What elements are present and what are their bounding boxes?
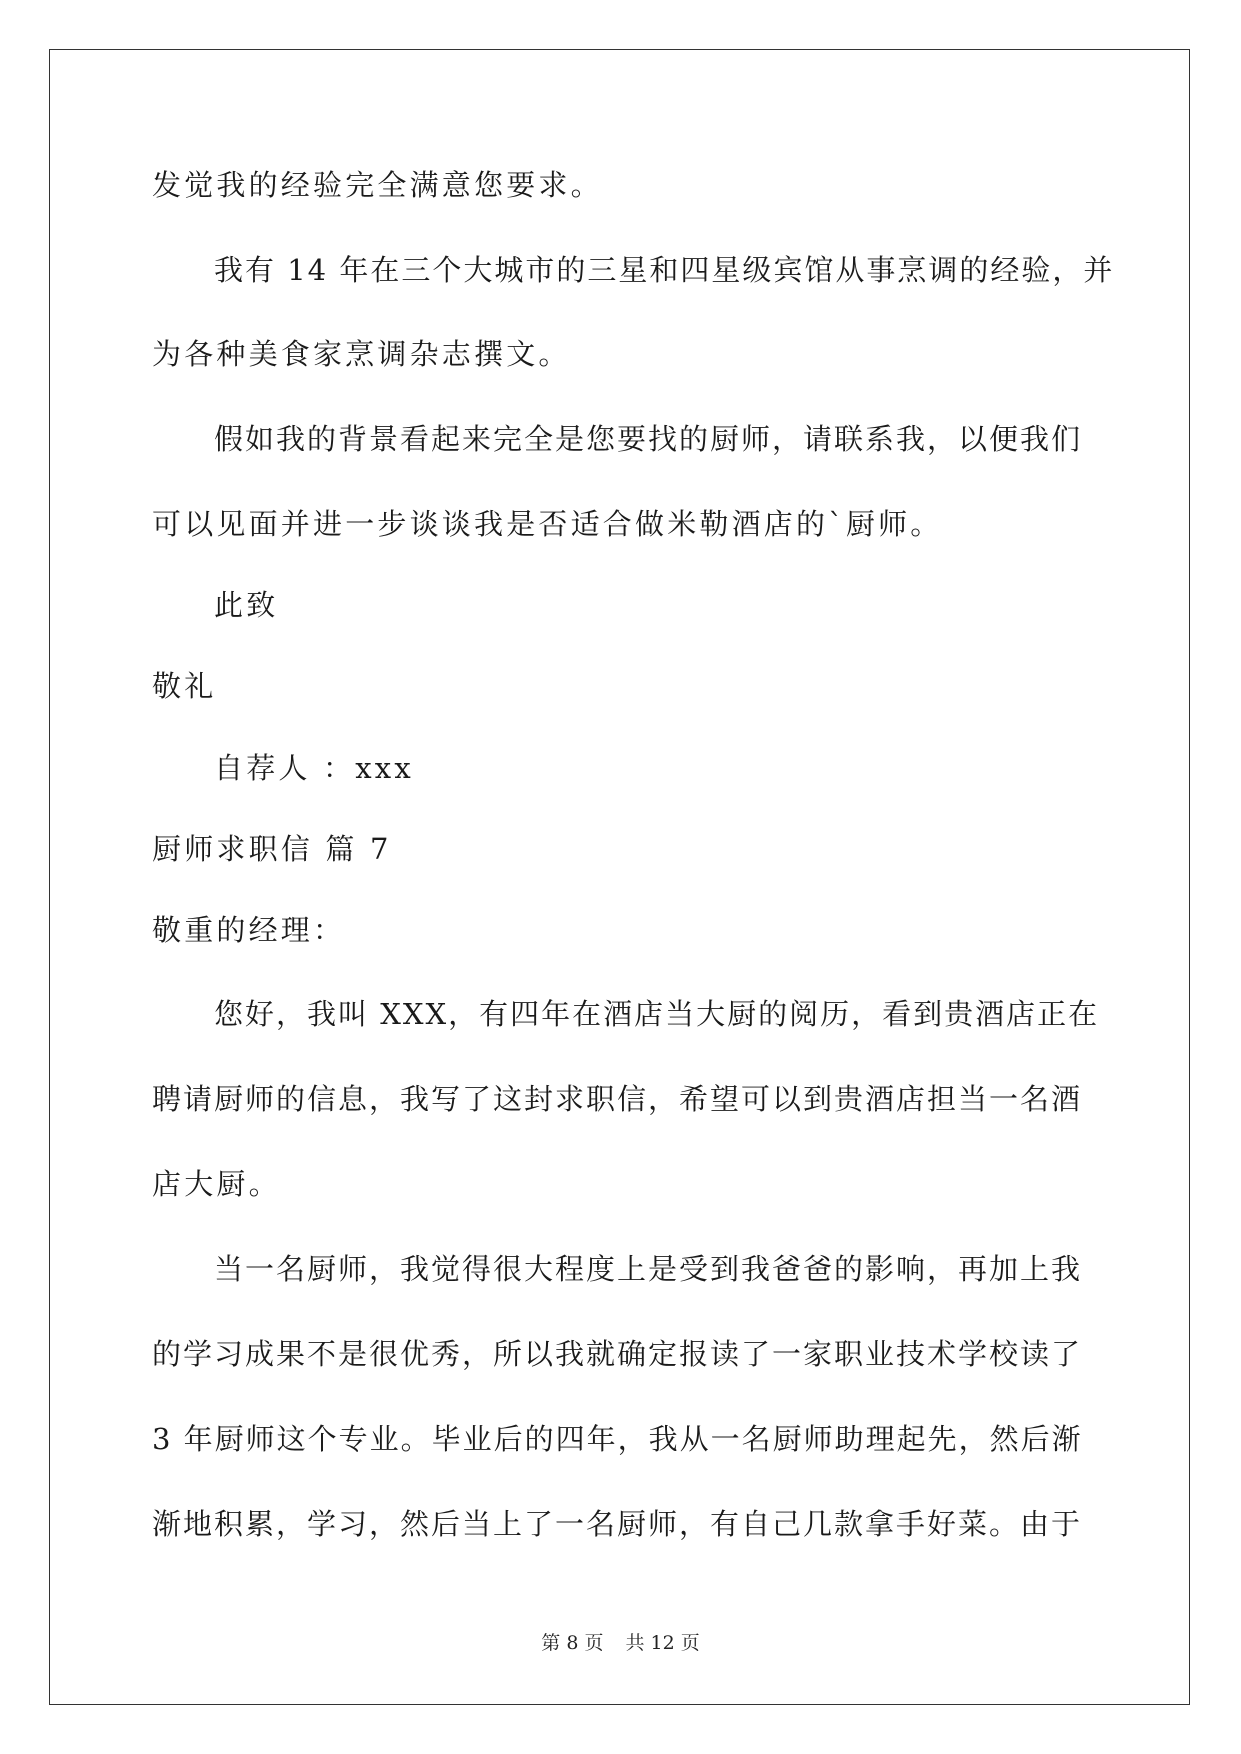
paragraph-line: 3 年厨师这个专业。毕业后的四年，我从一名厨师助理起先，然后渐 — [152, 1422, 1083, 1456]
paragraph-line: 当一名厨师，我觉得很大程度上是受到我爸爸的影响，再加上我 — [214, 1252, 1083, 1286]
closing-salutation: 此致 — [214, 588, 279, 622]
page-footer — [0, 1631, 1241, 1655]
paragraph-line: 的学习成果不是很优秀，所以我就确定报读了一家职业技术学校读了 — [152, 1337, 1083, 1371]
paragraph-line: 假如我的背景看起来完全是您要找的厨师，请联系我，以便我们 — [214, 422, 1083, 456]
paragraph-line: 店大厨。 — [152, 1167, 281, 1201]
paragraph-line: 我有 14 年在三个大城市的三星和四星级宾馆从事烹调的经验，并 — [214, 253, 1115, 287]
signature-line: 自荐人 ：xxx — [214, 751, 414, 785]
page-number-total: 共 12 页 — [625, 1632, 700, 1654]
section-heading: 厨师求职信 篇 7 — [152, 832, 392, 866]
letter-greeting: 敬重的经理： — [152, 913, 346, 947]
paragraph-line: 发觉我的经验完全满意您要求。 — [152, 168, 603, 202]
paragraph-line: 为各种美食家烹调杂志撰文。 — [152, 337, 571, 371]
paragraph-line: 渐地积累，学习，然后当上了一名厨师，有自己几款拿手好菜。由于 — [152, 1507, 1083, 1541]
page-number-current: 第 8 页 — [541, 1632, 604, 1654]
closing-regards: 敬礼 — [152, 669, 217, 703]
paragraph-line: 您好，我叫 XXX，有四年在酒店当大厨的阅历，看到贵酒店正在 — [214, 997, 1100, 1031]
paragraph-line: 可以见面并进一步谈谈我是否适合做米勒酒店的`厨师。 — [152, 507, 943, 541]
paragraph-line: 聘请厨师的信息，我写了这封求职信，希望可以到贵酒店担当一名酒 — [152, 1082, 1083, 1116]
